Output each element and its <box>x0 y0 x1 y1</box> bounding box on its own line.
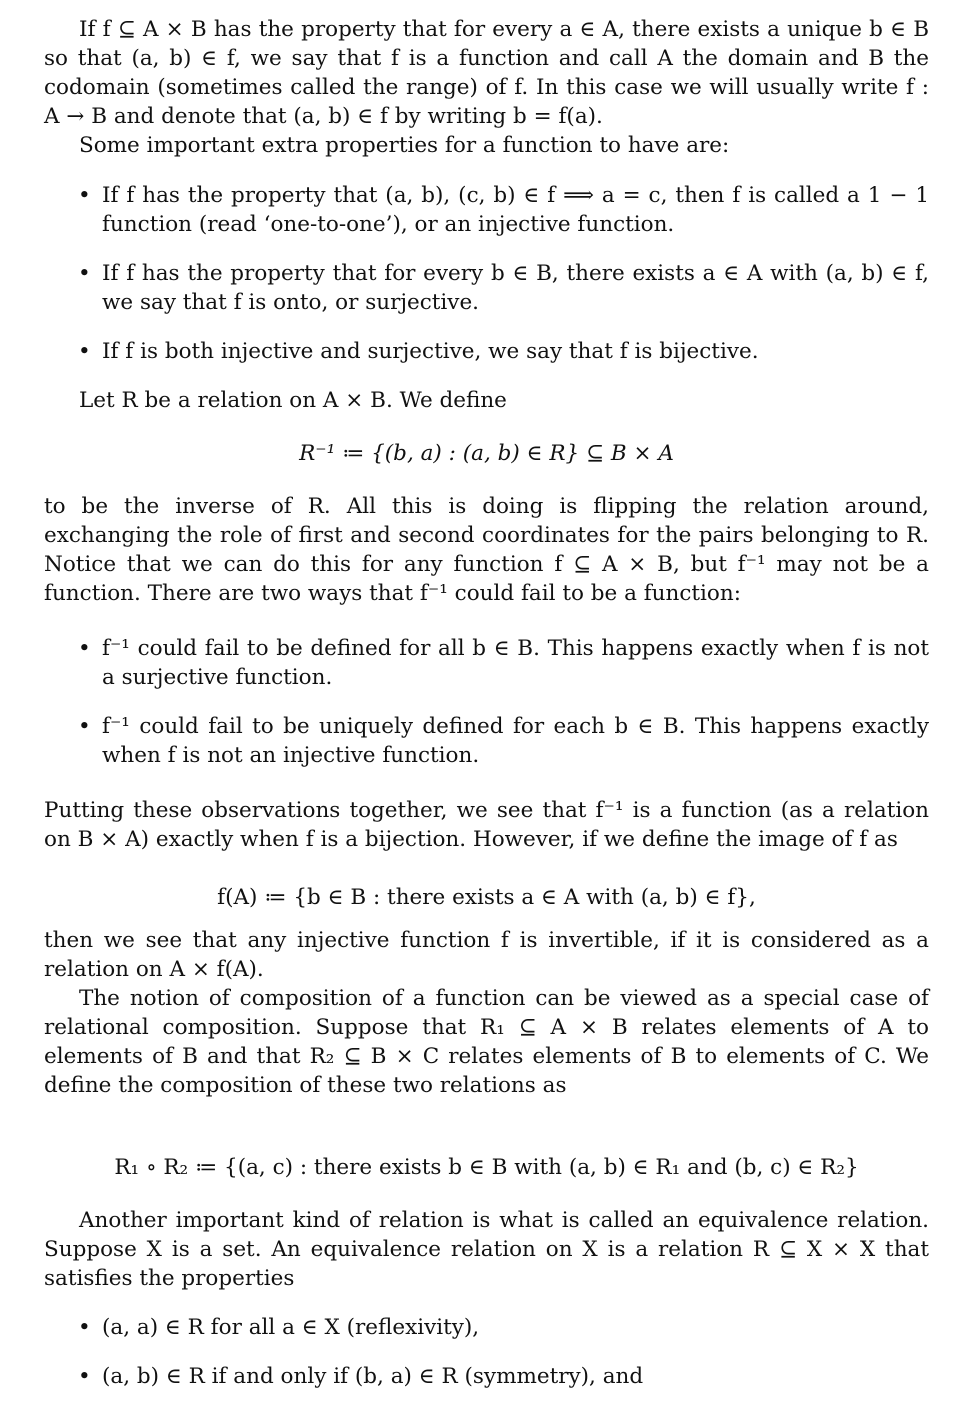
equation-composition: R₁ ∘ R₂ ≔ {(a, c) : there exists b ∈ B with (a, b) ∈ R₁ and (b, c) ∈ R₂} <box>114 1155 859 1180</box>
paragraph-invertible: then we see that any injective function f is invertible, if it is considered as a relation on A × f(A). <box>44 928 929 982</box>
list-item-text: If f is both injective and surjective, we say that f is bijective. <box>102 339 759 364</box>
list-item-text: (a, b) ∈ R if and only if (b, a) ∈ R (symmetry), and <box>102 1364 644 1389</box>
bullet-icon: • <box>78 1364 91 1389</box>
list-item-text: f⁻¹ could fail to be uniquely defined for each b ∈ B. This happens exactly when f is not an injective function. <box>102 714 929 768</box>
paragraph-inverse: to be the inverse of R. All this is doing is flipping the relation around, exchanging the role of first and second coordinates for the pairs belonging to R. Notice that we can do this for any function f ⊆ A × B, but f⁻¹ may not be a function. There are two ways that f⁻¹ could fail to be a function: <box>44 494 929 606</box>
list-item-text: f⁻¹ could fail to be defined for all b ∈ B. This happens exactly when f is not a surjective function. <box>102 636 929 690</box>
list-item-text: (a, a) ∈ R for all a ∈ X (reflexivity), <box>102 1315 480 1340</box>
bullet-icon: • <box>78 1315 91 1340</box>
list-item-text: If f has the property that for every b ∈ B, there exists a ∈ A with (a, b) ∈ f, we say that f is onto, or surjective. <box>102 261 929 315</box>
paragraph-composition: The notion of composition of a function can be viewed as a special case of relational composition. Suppose that R₁ ⊆ A × B relates elements of A to elements of B and that R₂ ⊆ B × C relates elements of B to elements of C. We define the composition of these two relations as <box>44 986 929 1098</box>
list-item-symmetry <box>78 1362 929 1391</box>
bullet-icon: • <box>78 261 91 286</box>
paragraph-relation-define: Let R be a relation on A × B. We define <box>79 388 507 413</box>
paragraph-function-definition: If f ⊆ A × B has the property that for every a ∈ A, there exists a unique b ∈ B so that (a, b) ∈ f, we say that f is a function and call A the domain and B the codomain (sometimes called the range) of f. In this case we will usually write f : A → B and denote that (a, b) ∈ f by writing b = f(a). <box>44 17 929 129</box>
equation-image: f(A) ≔ {b ∈ B : there exists a ∈ A with (a, b) ∈ f}, <box>217 885 756 910</box>
list-item-reflexivity <box>78 1313 929 1342</box>
list-item-fail-unique <box>78 712 929 770</box>
paragraph-equivalence: Another important kind of relation is what is called an equivalence relation. Suppose X is a set. An equivalence relation on X is a relation R ⊆ X × X that satisfies the properties <box>44 1208 929 1291</box>
paragraph-extra-properties: Some important extra properties for a function to have are: <box>79 133 730 158</box>
list-item-fail-defined <box>78 634 929 692</box>
paragraph-observations: Putting these observations together, we see that f⁻¹ is a function (as a relation on B × A) exactly when f is a bijection. However, if we define the image of f as <box>44 798 929 852</box>
bullet-icon: • <box>78 636 91 661</box>
bullet-icon: • <box>78 183 91 208</box>
list-item-bijective <box>78 337 929 366</box>
equation-inverse: R⁻¹ ≔ {(b, a) : (a, b) ∈ R} ⊆ B × A <box>299 441 674 466</box>
list-item-text: If f has the property that (a, b), (c, b) ∈ f ⟹ a = c, then f is called a 1 − 1 function (read ‘one-to-one’), or an injective function. <box>102 183 929 237</box>
bullet-icon: • <box>78 339 91 364</box>
bullet-icon: • <box>78 714 91 739</box>
list-item-surjective <box>78 259 929 317</box>
list-item-injective <box>78 181 929 239</box>
